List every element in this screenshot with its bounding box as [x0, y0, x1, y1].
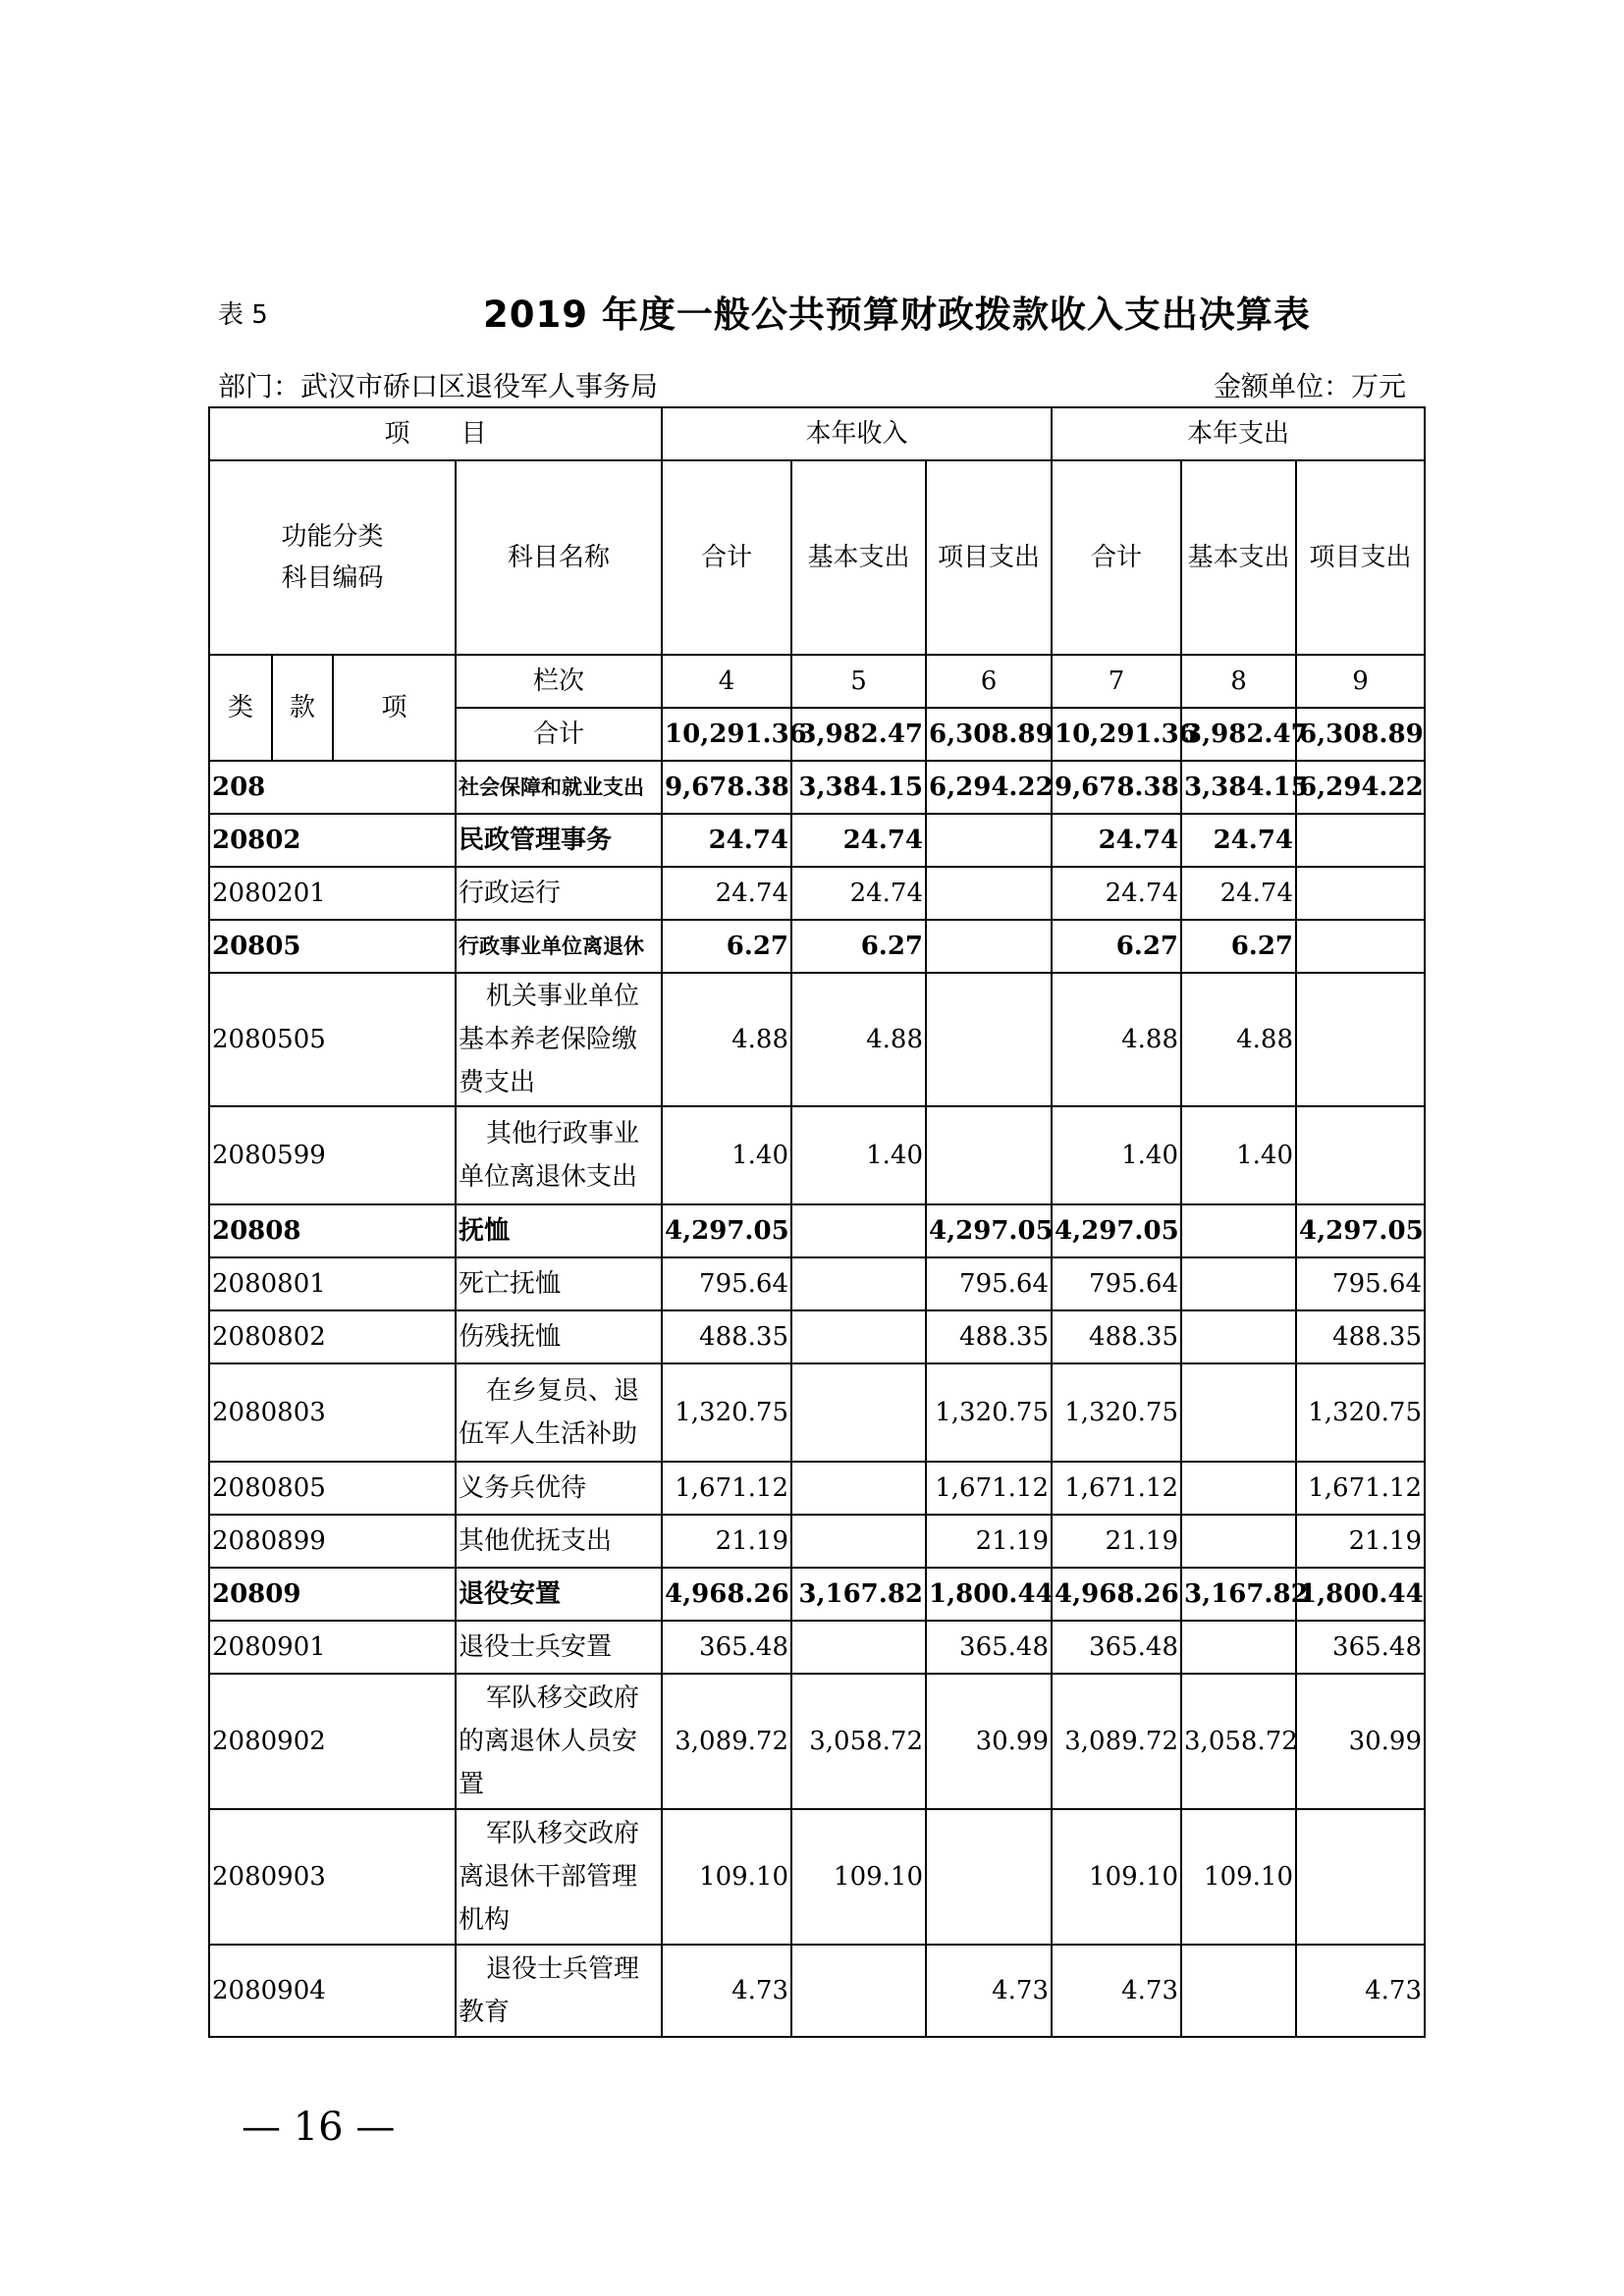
row-value	[1181, 1515, 1296, 1568]
row-value	[791, 1310, 926, 1363]
row-name: 民政管理事务	[456, 814, 662, 867]
row-value: 365.48	[1052, 1621, 1181, 1674]
row-value: 365.48	[926, 1621, 1052, 1674]
row-value	[1296, 1106, 1425, 1204]
row-value: 1,320.75	[1052, 1363, 1181, 1462]
row-value: 1,320.75	[1296, 1363, 1425, 1462]
row-code: 20805	[209, 920, 456, 973]
row-value: 365.48	[1296, 1621, 1425, 1674]
row-code: 2080201	[209, 867, 456, 920]
code-header	[209, 460, 456, 655]
department-label: 部门：武汉市硚口区退役军人事务局	[218, 370, 659, 402]
row-name: 行政事业单位离退休	[456, 920, 662, 973]
table-row	[209, 1809, 1425, 1945]
row-value: 24.74	[1181, 814, 1296, 867]
row-value: 24.74	[791, 867, 926, 920]
row-value: 21.19	[1052, 1515, 1181, 1568]
row-value	[1181, 1363, 1296, 1462]
row-value: 795.64	[926, 1257, 1052, 1310]
table-row	[209, 1204, 1425, 1257]
row-value: 488.35	[1296, 1310, 1425, 1363]
total-value: 10,291.36	[662, 708, 791, 761]
row-code: 2080801	[209, 1257, 456, 1310]
page-title: 2019 年度一般公共预算财政拨款收入支出决算表	[483, 294, 1311, 336]
row-value: 24.74	[1052, 867, 1181, 920]
row-name: 在乡复员、退伍军人生活补助	[456, 1363, 662, 1462]
row-value: 4,297.05	[662, 1204, 791, 1257]
row-value	[926, 973, 1052, 1106]
table-row	[209, 1568, 1425, 1621]
row-name: 死亡抚恤	[456, 1257, 662, 1310]
row-code: 20808	[209, 1204, 456, 1257]
row-value: 1,800.44	[1296, 1568, 1425, 1621]
row-value: 4.88	[1052, 973, 1181, 1106]
row-code: 2080802	[209, 1310, 456, 1363]
table-row	[209, 867, 1425, 920]
code-header-line1: 功能分类	[281, 522, 384, 552]
row-value	[791, 1621, 926, 1674]
name-header: 科目名称	[456, 460, 662, 655]
row-value: 24.74	[1181, 867, 1296, 920]
row-value	[1181, 1310, 1296, 1363]
column-number: 9	[1296, 655, 1425, 708]
row-value: 21.19	[1296, 1515, 1425, 1568]
row-value	[926, 867, 1052, 920]
row-value	[1181, 1257, 1296, 1310]
table-row	[209, 1945, 1425, 2037]
row-value: 4,297.05	[1052, 1204, 1181, 1257]
row-value: 6.27	[1181, 920, 1296, 973]
row-value: 109.10	[1052, 1809, 1181, 1945]
row-name: 行政运行	[456, 867, 662, 920]
row-value: 4,968.26	[662, 1568, 791, 1621]
column-no-label: 栏次	[456, 655, 662, 708]
row-value: 3,384.15	[1181, 761, 1296, 814]
row-value: 24.74	[662, 867, 791, 920]
table-row	[209, 1621, 1425, 1674]
row-value	[1181, 1462, 1296, 1515]
row-value	[791, 1257, 926, 1310]
class-col-lei: 类	[209, 655, 272, 761]
row-code: 2080903	[209, 1809, 456, 1945]
row-value	[791, 1945, 926, 2037]
row-value: 24.74	[1052, 814, 1181, 867]
row-value	[926, 1106, 1052, 1204]
table-number: 表 5	[218, 300, 268, 330]
row-value: 30.99	[1296, 1674, 1425, 1809]
row-code: 2080505	[209, 973, 456, 1106]
income-project-header: 项目支出	[926, 460, 1052, 655]
column-number: 4	[662, 655, 791, 708]
table-row	[209, 1310, 1425, 1363]
row-name: 退役安置	[456, 1568, 662, 1621]
row-value	[1296, 814, 1425, 867]
row-value: 1.40	[791, 1106, 926, 1204]
row-value	[791, 1515, 926, 1568]
row-value: 365.48	[662, 1621, 791, 1674]
row-name: 退役士兵管理教育	[456, 1945, 662, 2037]
row-name: 伤残抚恤	[456, 1310, 662, 1363]
row-value: 24.74	[791, 814, 926, 867]
row-value	[1181, 1621, 1296, 1674]
row-value: 1.40	[1052, 1106, 1181, 1204]
class-col-kuan: 款	[272, 655, 333, 761]
row-value: 4,297.05	[1296, 1204, 1425, 1257]
column-number: 7	[1052, 655, 1181, 708]
row-name: 社会保障和就业支出	[456, 761, 662, 814]
table-row	[209, 973, 1425, 1106]
row-value: 6,294.22	[1296, 761, 1425, 814]
row-value	[1181, 1204, 1296, 1257]
row-code: 2080901	[209, 1621, 456, 1674]
col-group-expense: 本年支出	[1052, 407, 1425, 460]
total-value: 3,982.47	[791, 708, 926, 761]
row-value: 1,320.75	[926, 1363, 1052, 1462]
total-value: 6,308.89	[1296, 708, 1425, 761]
page-number: — 16 —	[242, 2105, 396, 2150]
column-number: 6	[926, 655, 1052, 708]
row-code: 208	[209, 761, 456, 814]
row-code: 20809	[209, 1568, 456, 1621]
table-row	[209, 1515, 1425, 1568]
row-name: 义务兵优待	[456, 1462, 662, 1515]
row-value: 4.73	[1296, 1945, 1425, 2037]
code-header-line2: 科目编码	[281, 563, 384, 593]
table-row	[209, 1106, 1425, 1204]
row-value: 795.64	[1296, 1257, 1425, 1310]
row-value: 6,294.22	[926, 761, 1052, 814]
row-value	[1296, 867, 1425, 920]
total-value: 3,982.47	[1181, 708, 1296, 761]
row-value: 4.73	[926, 1945, 1052, 2037]
row-name: 其他行政事业单位离退休支出	[456, 1106, 662, 1204]
row-value: 9,678.38	[662, 761, 791, 814]
row-value: 4.73	[662, 1945, 791, 2037]
total-value: 10,291.36	[1052, 708, 1181, 761]
expense-total-header: 合计	[1052, 460, 1181, 655]
row-value: 4.88	[662, 973, 791, 1106]
row-value: 21.19	[662, 1515, 791, 1568]
row-value: 1,671.12	[926, 1462, 1052, 1515]
row-value	[926, 1809, 1052, 1945]
row-value: 109.10	[791, 1809, 926, 1945]
table-row	[209, 920, 1425, 973]
row-value: 3,089.72	[662, 1674, 791, 1809]
row-name: 退役士兵安置	[456, 1621, 662, 1674]
income-basic-header: 基本支出	[791, 460, 926, 655]
row-value: 3,384.15	[791, 761, 926, 814]
row-value: 1.40	[662, 1106, 791, 1204]
row-name: 抚恤	[456, 1204, 662, 1257]
table-row	[209, 814, 1425, 867]
row-value: 3,058.72	[791, 1674, 926, 1809]
row-value: 109.10	[1181, 1809, 1296, 1945]
row-name: 其他优抚支出	[456, 1515, 662, 1568]
row-value: 30.99	[926, 1674, 1052, 1809]
row-value: 1,671.12	[662, 1462, 791, 1515]
row-value: 6.27	[1052, 920, 1181, 973]
row-value: 1,320.75	[662, 1363, 791, 1462]
row-value: 1.40	[1181, 1106, 1296, 1204]
budget-table	[208, 406, 1426, 2038]
row-value: 3,167.82	[1181, 1568, 1296, 1621]
row-code: 2080803	[209, 1363, 456, 1462]
expense-basic-header: 基本支出	[1181, 460, 1296, 655]
row-value	[926, 920, 1052, 973]
column-number: 5	[791, 655, 926, 708]
row-value: 4,968.26	[1052, 1568, 1181, 1621]
row-value: 3,089.72	[1052, 1674, 1181, 1809]
table-row	[209, 1674, 1425, 1809]
row-value: 4.88	[1181, 973, 1296, 1106]
row-code: 2080902	[209, 1674, 456, 1809]
table-row	[209, 1257, 1425, 1310]
row-value: 795.64	[1052, 1257, 1181, 1310]
row-code: 2080805	[209, 1462, 456, 1515]
row-value: 9,678.38	[1052, 761, 1181, 814]
row-code: 2080904	[209, 1945, 456, 2037]
row-value: 488.35	[1052, 1310, 1181, 1363]
row-code: 20802	[209, 814, 456, 867]
row-value: 6.27	[662, 920, 791, 973]
row-value	[1181, 1945, 1296, 2037]
row-name: 军队移交政府离退休干部管理机构	[456, 1809, 662, 1945]
row-code: 2080599	[209, 1106, 456, 1204]
row-value	[791, 1363, 926, 1462]
row-value	[1296, 973, 1425, 1106]
row-code: 2080899	[209, 1515, 456, 1568]
col-group-income: 本年收入	[662, 407, 1052, 460]
row-value: 3,167.82	[791, 1568, 926, 1621]
table-row	[209, 1363, 1425, 1462]
table-row	[209, 761, 1425, 814]
row-value: 488.35	[926, 1310, 1052, 1363]
class-col-xiang: 项	[333, 655, 456, 761]
row-value	[1296, 920, 1425, 973]
row-value	[791, 1462, 926, 1515]
row-value	[1296, 1809, 1425, 1945]
total-value: 6,308.89	[926, 708, 1052, 761]
row-value: 4,297.05	[926, 1204, 1052, 1257]
row-value: 3,058.72	[1181, 1674, 1296, 1809]
col-group-item: 项 目	[209, 407, 662, 460]
row-value: 24.74	[662, 814, 791, 867]
expense-project-header: 项目支出	[1296, 460, 1425, 655]
total-label: 合计	[456, 708, 662, 761]
row-value: 1,800.44	[926, 1568, 1052, 1621]
row-value: 21.19	[926, 1515, 1052, 1568]
row-value: 4.88	[791, 973, 926, 1106]
row-name: 机关事业单位基本养老保险缴费支出	[456, 973, 662, 1106]
amount-unit-label: 金额单位：万元	[1213, 370, 1406, 402]
row-value: 109.10	[662, 1809, 791, 1945]
row-value: 488.35	[662, 1310, 791, 1363]
row-value: 1,671.12	[1052, 1462, 1181, 1515]
row-value: 795.64	[662, 1257, 791, 1310]
row-value	[926, 814, 1052, 867]
column-number: 8	[1181, 655, 1296, 708]
row-value: 6.27	[791, 920, 926, 973]
table-row	[209, 1462, 1425, 1515]
row-value: 1,671.12	[1296, 1462, 1425, 1515]
row-name: 军队移交政府的离退休人员安置	[456, 1674, 662, 1809]
income-total-header: 合计	[662, 460, 791, 655]
row-value: 4.73	[1052, 1945, 1181, 2037]
row-value	[791, 1204, 926, 1257]
